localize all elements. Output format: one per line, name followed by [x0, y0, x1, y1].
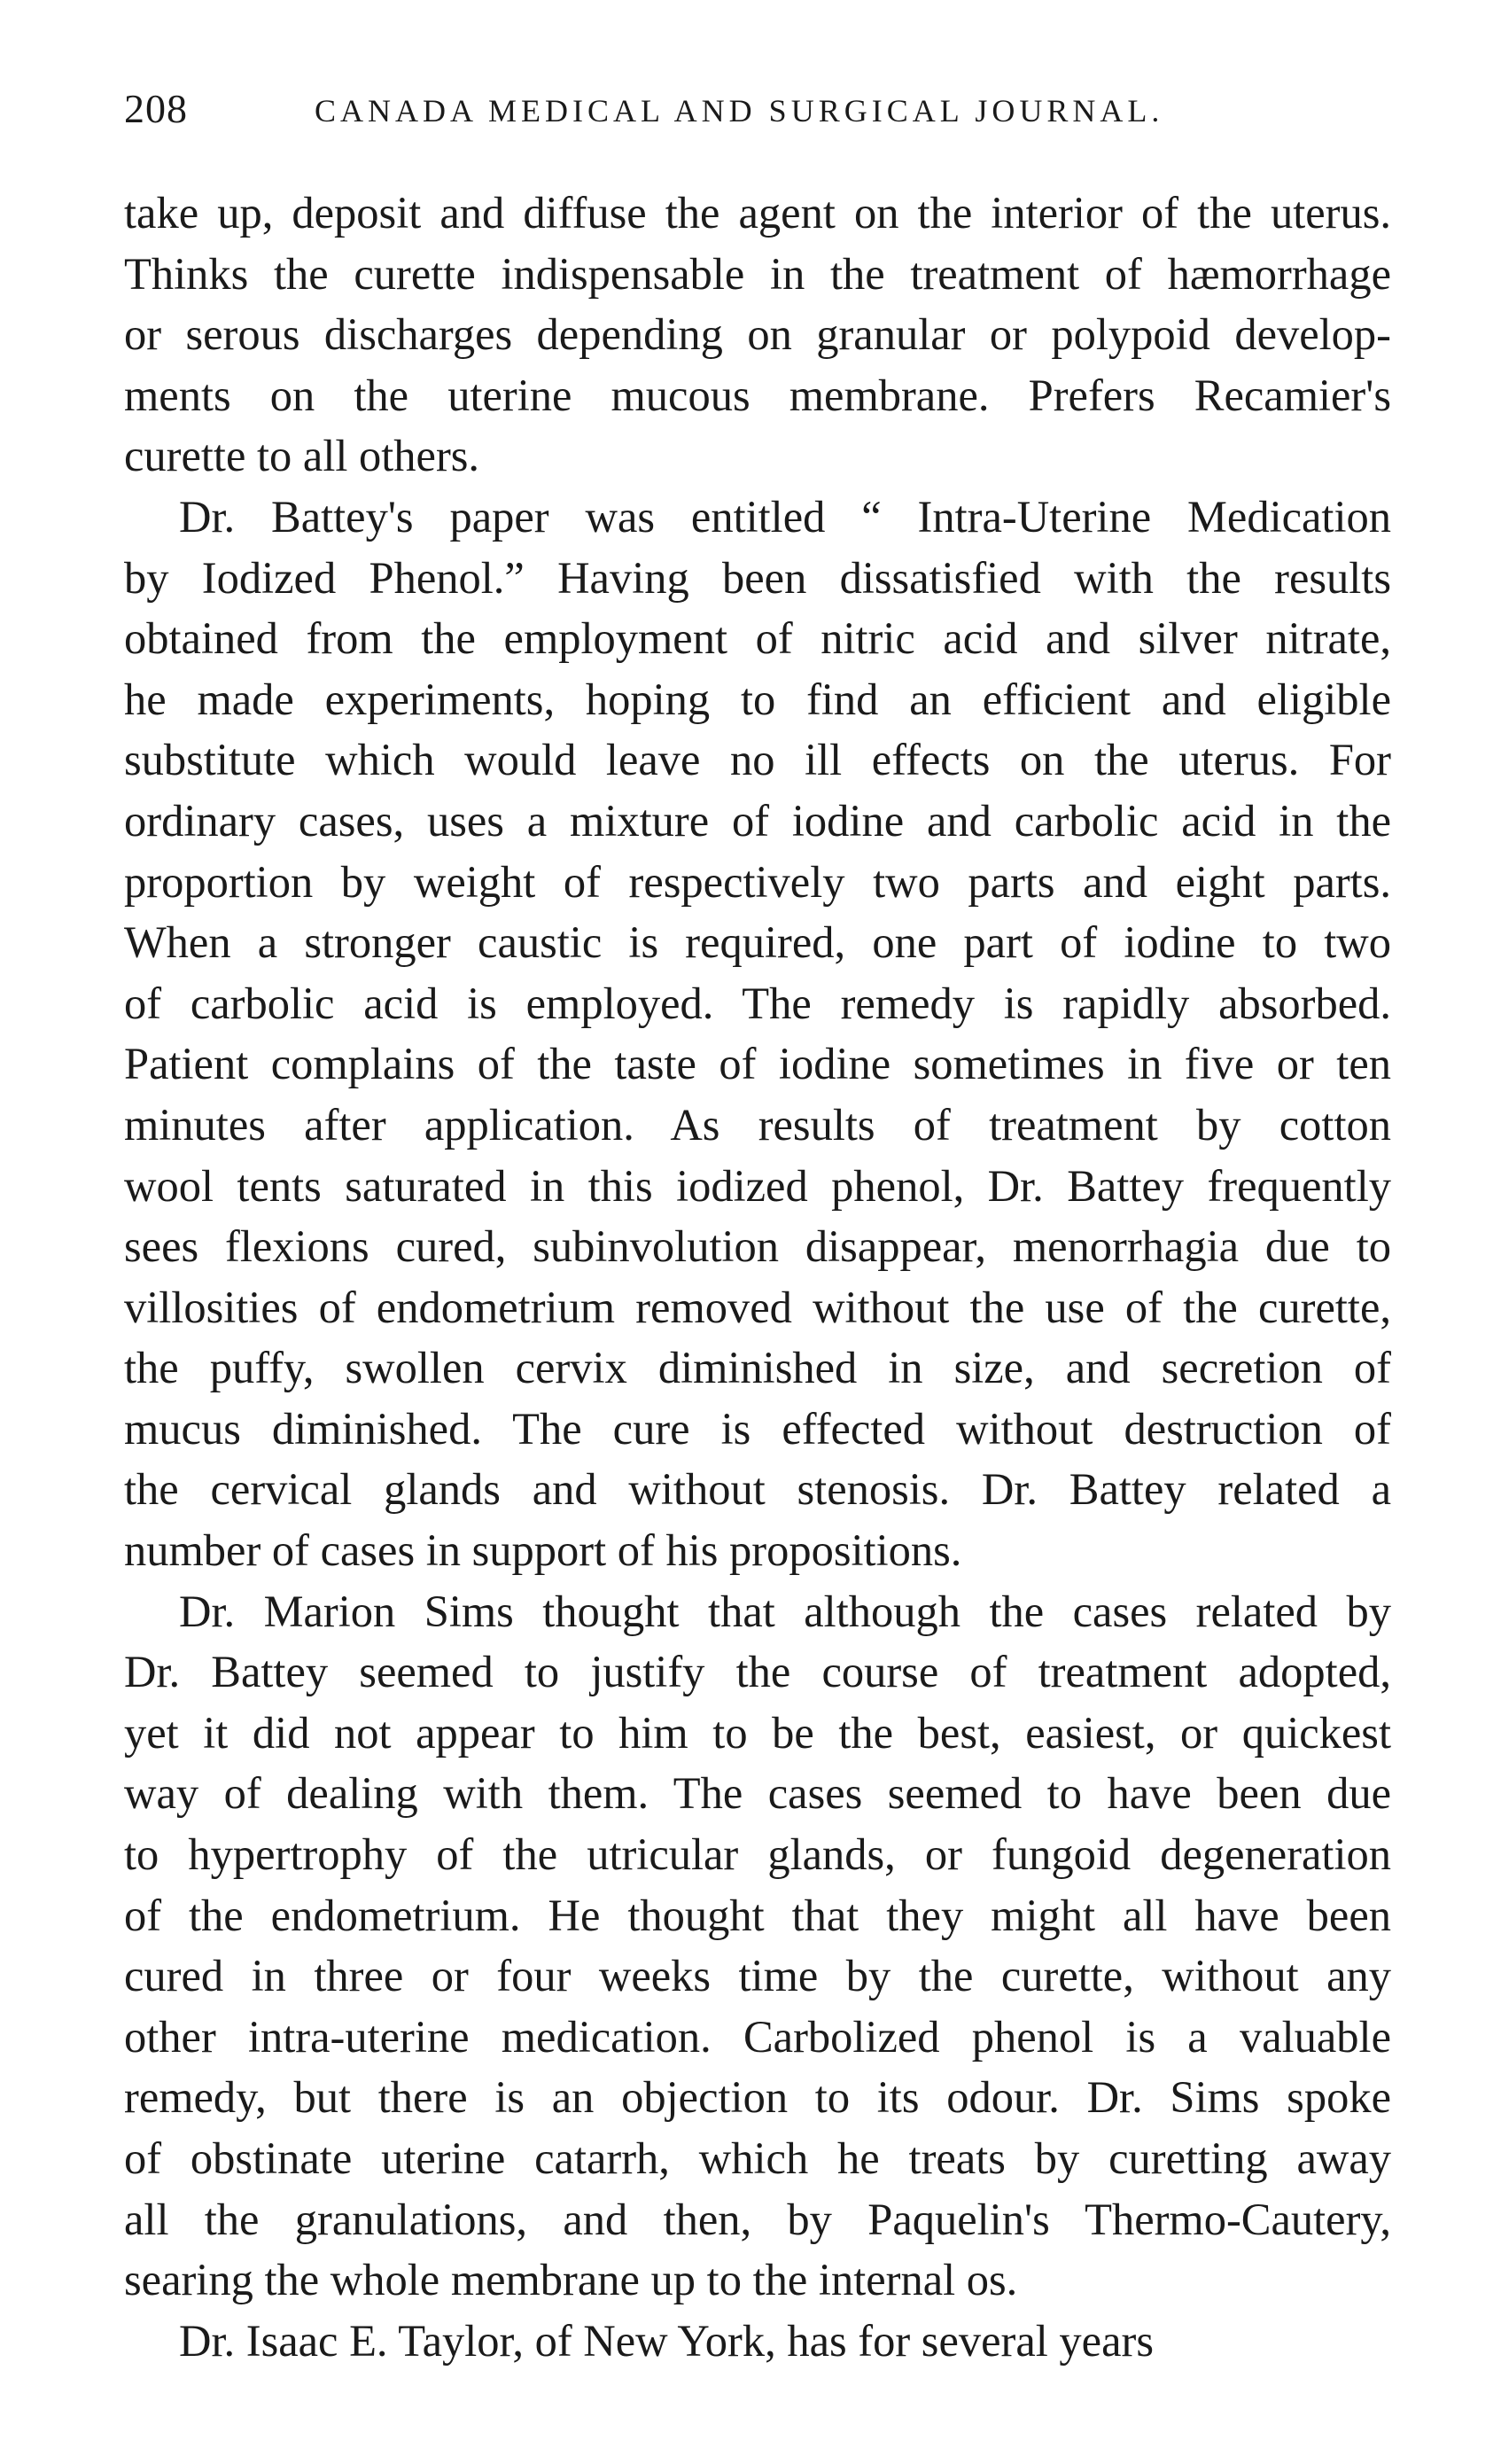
text-line: by Iodized Phenol.” Having been dissatisfied with the results: [124, 552, 1391, 603]
text-line: the puffy, swollen cervix diminished in size, and secretion of: [124, 1343, 1391, 1393]
page-number: 208: [124, 86, 188, 131]
text-line: of carbolic acid is employed. The remedy is rapidly absorbed.: [124, 978, 1391, 1028]
text-line: number of cases in support of his propositions.: [124, 1525, 962, 1576]
paragraph: [124, 183, 1391, 487]
paragraph: [124, 1581, 1391, 2311]
text-line: wool tents saturated in this iodized phenol, Dr. Battey frequently: [124, 1160, 1391, 1211]
text-line: remedy, but there is an objection to its odour. Dr. Sims spoke: [124, 2072, 1391, 2123]
text-line: the cervical glands and without stenosis. Dr. Battey related a: [124, 1464, 1391, 1515]
text-line: substitute which would leave no ill effects on the uterus. For: [124, 735, 1391, 785]
text-line: ments on the uterine mucous membrane. Prefers Recamier's: [124, 370, 1391, 420]
text-line: all the granulations, and then, by Paquelin's Thermo-Cautery,: [124, 2194, 1391, 2244]
text-line: Patient complains of the taste of iodine sometimes in five or ten: [124, 1039, 1391, 1089]
text-line: way of dealing with them. The cases seemed to have been due: [124, 1768, 1391, 1819]
text-line: other intra-uterine medication. Carbolized phenol is a valuable: [124, 2011, 1391, 2062]
text-line: mucus diminished. The cure is effected without destruction of: [124, 1403, 1391, 1454]
text-line: he made experiments, hoping to find an efficient and eligible: [124, 674, 1391, 724]
text-line: Dr. Battey seemed to justify the course of treatment adopted,: [124, 1647, 1391, 1697]
document-page: [124, 85, 1391, 2371]
text-line: yet it did not appear to him to be the best, easiest, or quickest: [124, 1707, 1391, 1758]
text-line: of obstinate uterine catarrh, which he treats by curetting away: [124, 2133, 1391, 2183]
text-line: When a stronger caustic is required, one part of iodine to two: [124, 917, 1391, 968]
paragraph: [124, 487, 1391, 1581]
journal-title: CANADA MEDICAL AND SURGICAL JOURNAL.: [315, 93, 1164, 129]
text-line: take up, deposit and diffuse the agent on the interior of the uterus.: [124, 188, 1391, 238]
text-line: curette to all others.: [124, 431, 480, 481]
text-line: or serous discharges depending on granular or polypoid develop-: [124, 309, 1391, 360]
text-line: Dr. Battey's paper was entitled “ Intra-Uterine Medication: [179, 491, 1391, 542]
text-line: proportion by weight of respectively two parts and eight parts.: [124, 856, 1391, 907]
text-line: ordinary cases, uses a mixture of iodine and carbolic acid in the: [124, 795, 1391, 846]
text-line: searing the whole membrane up to the internal os.: [124, 2255, 1018, 2305]
text-line: Dr. Isaac E. Taylor, of New York, has for several years: [179, 2315, 1154, 2366]
text-line: of the endometrium. He thought that they might all have been: [124, 1890, 1391, 1940]
paragraph: [124, 2311, 1391, 2372]
text-line: obtained from the employment of nitric acid and silver nitrate,: [124, 613, 1391, 664]
running-head: [124, 85, 1391, 138]
text-line: minutes after application. As results of treatment by cotton: [124, 1099, 1391, 1150]
body-text: [124, 183, 1391, 2371]
text-line: cured in three or four weeks time by the curette, without any: [124, 1951, 1391, 2001]
text-line: to hypertrophy of the utricular glands, or fungoid degeneration: [124, 1829, 1391, 1880]
text-line: Dr. Marion Sims thought that although the cases related by: [179, 1586, 1391, 1636]
text-line: Thinks the curette indispensable in the treatment of hæmorrhage: [124, 248, 1391, 299]
text-line: villosities of endometrium removed without the use of the curette,: [124, 1282, 1391, 1332]
text-line: sees flexions cured, subinvolution disappear, menorrhagia due to: [124, 1221, 1391, 1272]
